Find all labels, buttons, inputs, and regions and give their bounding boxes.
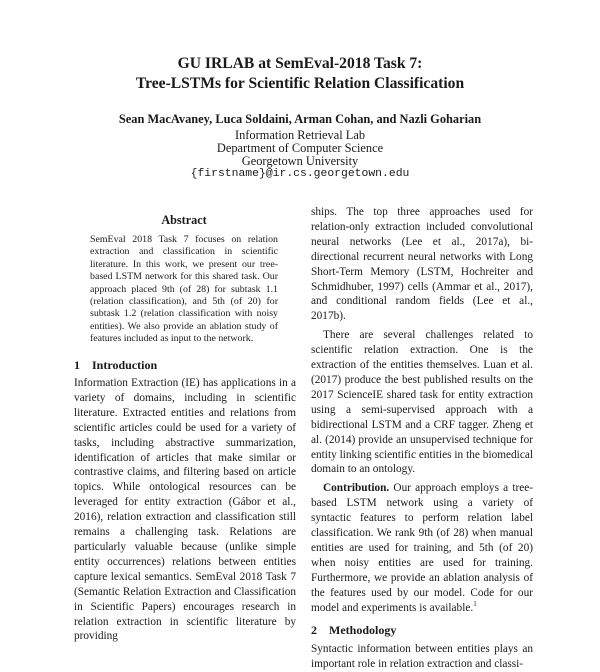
abstract-heading: Abstract — [161, 213, 207, 227]
affiliation-department: Department of Computer Science — [216, 141, 384, 155]
section-title: Introduction — [92, 358, 158, 372]
affiliation-university: Georgetown University — [241, 154, 359, 168]
left-column — [74, 376, 296, 644]
section-number: 2 — [311, 623, 317, 638]
right-column — [311, 205, 533, 672]
section-title: Methodology — [329, 623, 397, 638]
contribution-text: Our approach employs a tree-based LSTM network using a variety of syntactic features to perform relation label classification. We rank 9th (of 28) when manual entities are used for training, and 5th (of 20) when noisy entities are used for training. Furthermore, we provide an ablation analysis of the features used by our model. Code for our model and experiments is available. — [311, 482, 534, 614]
intro-paragraph-1: Information Extraction (IE) has applications in a variety of domains, including in scientific literature. Extracted entities and relations from scientific articles could be used for a variety of tasks, including abstractive summarization, identification of articles that make similar or contrastive claims, and filtering based on article topics. While ontological resources can be leveraged for entity extraction (Gábor et al., 2016), relation extraction and classification still remains a challenging task. Relations are particularly valuable because (unlike simple entity occurrences) relations between entities capture lexical semantics. SemEval 2018 Task 7 (Semantic Relation Extraction and Classification in Scientific Papers) encourages research in relation extraction in scientific literature by providing — [74, 377, 296, 643]
intro-paragraph-2: There are several challenges related to scientific relation extraction. One is the extraction of the entities themselves. Luan et al. (2017) produce the best published results on the 2017 ScienceIE shared task for entity extraction using a semi-supervised approach with a bidirectional LSTM and a CRF tagger. Zheng et al. (2014) provide an unsupervised technique for entity linking scientific entities in the biomedical domain to an ontology. — [311, 329, 533, 476]
section-number: 1 — [74, 358, 80, 372]
section-heading-introduction — [74, 358, 157, 373]
title-line-1: GU IRLAB at SemEval-2018 Task 7: — [177, 55, 423, 72]
affiliation-lab: Information Retrieval Lab — [234, 128, 366, 142]
footnote-marker[interactable]: 1 — [473, 599, 477, 608]
author-email[interactable]: {firstname}@ir.cs.georgetown.edu — [190, 168, 410, 180]
methodology-paragraph-1: Syntactic information between entities plays an important role in relation extraction and classi- — [311, 643, 533, 671]
paper-title — [0, 54, 600, 94]
contribution-label: Contribution. — [323, 482, 390, 495]
section-heading-methodology — [311, 623, 533, 638]
contribution-paragraph — [311, 481, 533, 615]
title-line-2: Tree-LSTMs for Scientific Relation Classification — [135, 75, 465, 92]
author-list: Sean MacAvaney, Luca Soldaini, Arman Cohan, and Nazli Goharian — [118, 112, 482, 126]
abstract-text: SemEval 2018 Task 7 focuses on relation extraction and classification in scientific literature. In this work, we present our tree-based LSTM network for this shared task. Our approach placed 9th (of 28) for subtask 1.1 (relation classification), and 5th (of 20) for subtask 1.2 (relation classification with noisy entities). We also provide an ablation study of features included as input to the network. — [90, 234, 278, 345]
intro-paragraph-1-continued: ships. The top three approaches used for relation-only extraction included convolutional neural networks (Lee et al., 2017a), bi-directional recurrent neural networks with Long Short-Term Memory (LSTM, Hochreiter and Schmidhuber, 1997) cells (Ammar et al., 2017), and conditional random fields (Lee et al., 2017b). — [311, 206, 533, 323]
